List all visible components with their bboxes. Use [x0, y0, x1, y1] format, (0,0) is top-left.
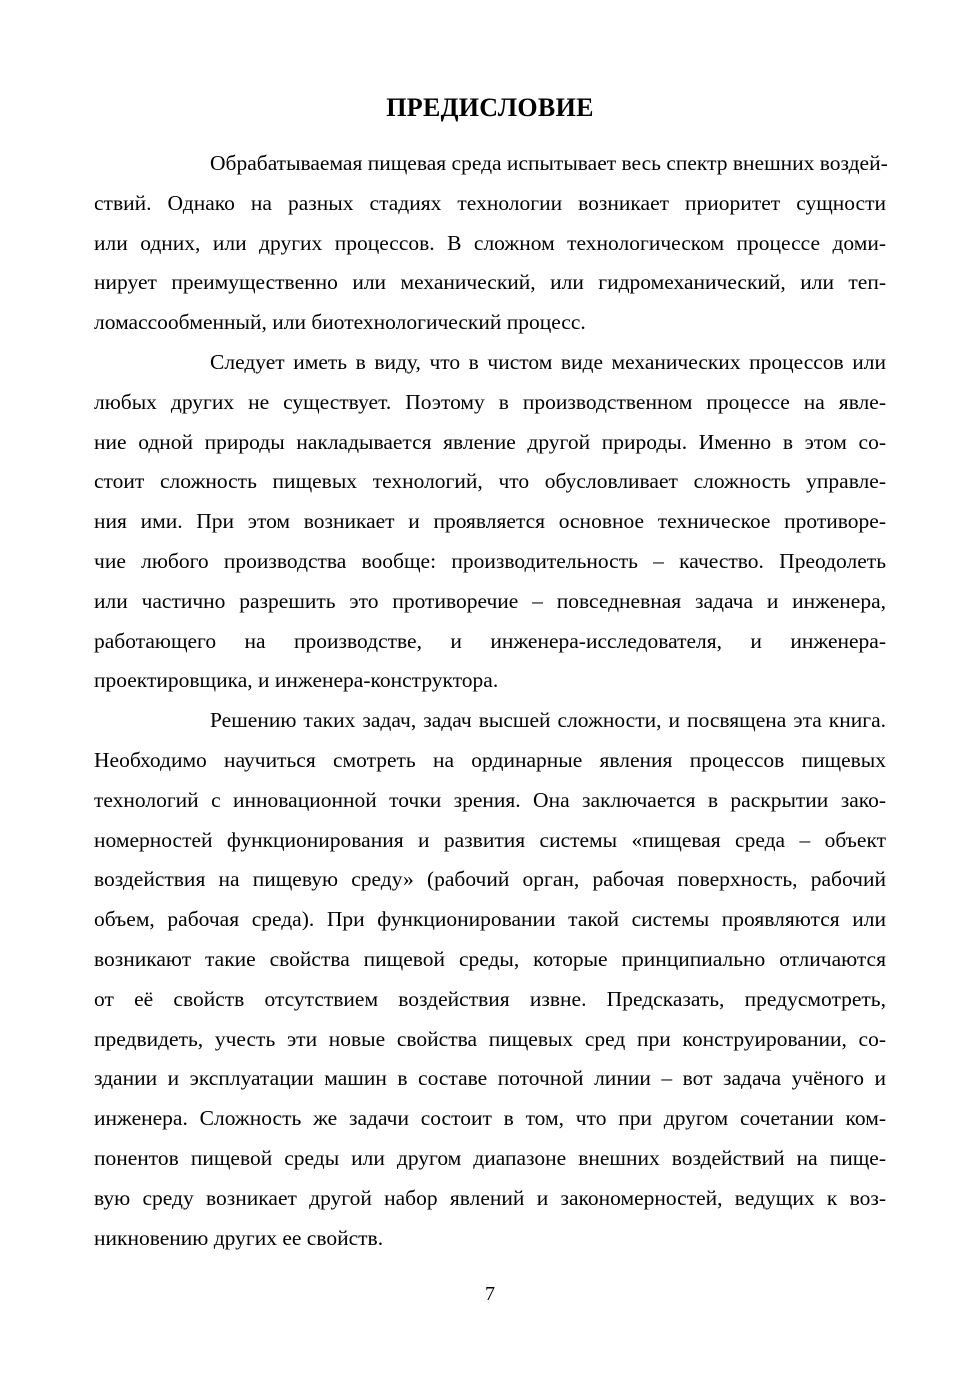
text-line: работающего на производстве, и инженера-исследователя, и инженера- — [94, 628, 886, 653]
document-page — [94, 90, 886, 1258]
page-number: 7 — [485, 1283, 495, 1305]
text-line: ния ими. При этом возникает и проявляется основное техническое противоре- — [94, 509, 886, 534]
text-line: здании и эксплуатации машин в составе поточной линии – вот задача учёного и — [94, 1066, 886, 1091]
text-line: Решению таких задач, задач высшей сложности, и посвящена эта книга. — [210, 708, 886, 733]
text-line: инженера. Сложность же задачи состоит в том, что при другом сочетании ком- — [94, 1106, 886, 1131]
text-line: Следует иметь в виду, что в чистом виде механических процессов или — [210, 349, 886, 374]
text-line: чие любого производства вообще: производительность – качество. Преодолеть — [94, 548, 886, 573]
text-line: вую среду возникает другой набор явлений и закономерностей, ведущих к воз- — [94, 1185, 886, 1210]
text-line: или частично разрешить это противоречие – повседневная задача и инженера, — [94, 588, 886, 613]
text-line: Обрабатываемая пищевая среда испытывает весь спектр внешних воздей- — [210, 151, 888, 175]
text-line: предвидеть, учесть эти новые свойства пищевых сред при конструировании, со- — [94, 1026, 886, 1051]
text-line: проектировщика, и инженера-конструктора. — [94, 668, 499, 693]
text-line: ломассообменный, или биотехнологический процесс. — [94, 310, 586, 335]
text-line: ствий. Однако на разных стадиях технологии возникает приоритет сущности — [94, 190, 886, 215]
text-line: ние одной природы накладывается явление другой природы. Именно в этом со- — [94, 429, 886, 454]
text-line: от её свойств отсутствием воздействия извне. Предсказать, предусмотреть, — [94, 986, 886, 1011]
text-line: стоит сложность пищевых технологий, что обусловливает сложность управле- — [94, 469, 886, 494]
text-line: Необходимо научиться смотреть на ординарные явления процессов пищевых — [94, 747, 886, 772]
text-line: технологий с инновационной точки зрения. Она заключается в раскрытии зако- — [94, 787, 886, 812]
text-line: номерностей функционирования и развития системы «пищевая среда – объект — [94, 827, 886, 852]
text-line: объем, рабочая среда). При функционировании такой системы проявляются или — [94, 907, 886, 932]
text-line: или одних, или других процессов. В сложном технологическом процессе доми- — [94, 230, 886, 255]
text-line: нирует преимущественно или механический, или гидромеханический, или теп- — [94, 270, 886, 295]
paragraph — [94, 144, 886, 343]
page-title: ПРЕДИСЛОВИЕ — [386, 93, 594, 122]
text-line: возникают такие свойства пищевой среды, которые принципиально отличаются — [94, 946, 886, 971]
body-text — [94, 144, 886, 1258]
text-line: воздействия на пищевую среду» (рабочий орган, рабочая поверхность, рабочий — [94, 867, 886, 892]
paragraph — [94, 701, 886, 1258]
paragraph — [94, 343, 886, 701]
text-line: никновению других ее свойств. — [94, 1225, 384, 1250]
text-line: понентов пищевой среды или другом диапазоне внешних воздействий на пище- — [94, 1145, 886, 1170]
text-line: любых других не существует. Поэтому в производственном процессе на явле- — [94, 389, 886, 414]
